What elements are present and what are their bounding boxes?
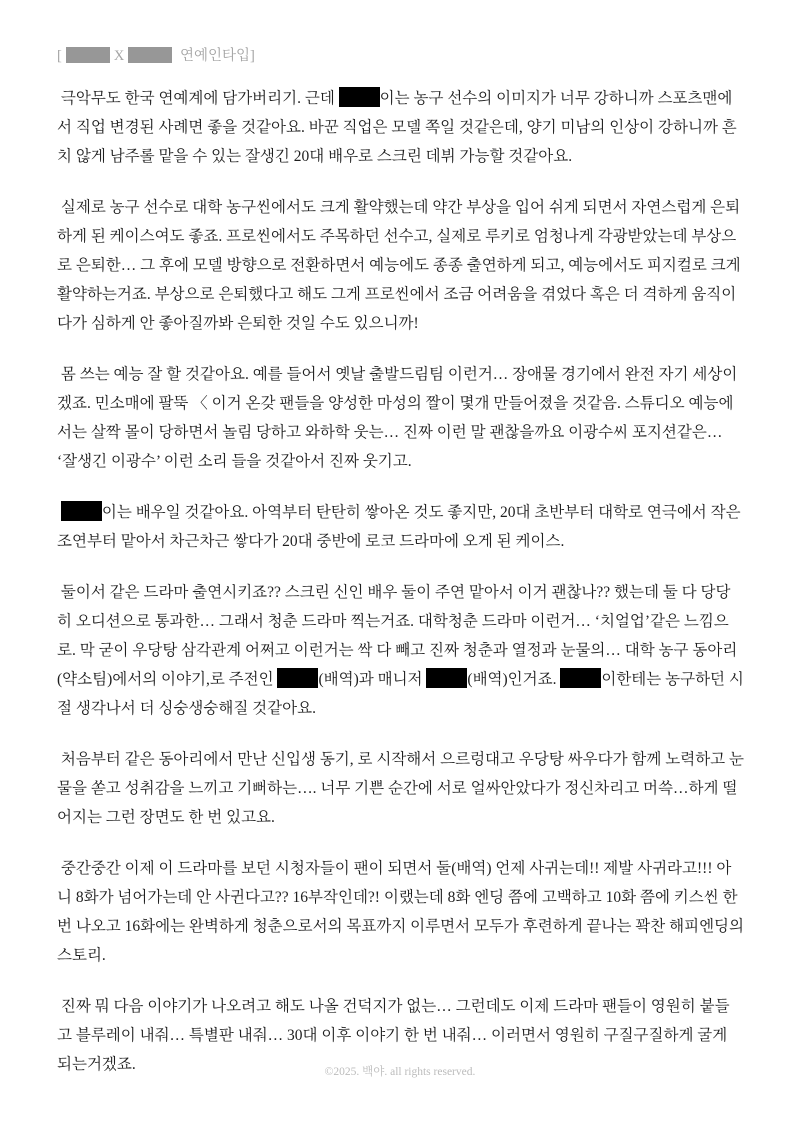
text-run: [ (57, 48, 62, 64)
redaction-gray-box (66, 47, 110, 63)
text-run: 극악무도 한국 연예계에 담가버리기. 근데 (57, 90, 339, 107)
text-run: 이는 배우일 것같아요. 아역부터 탄탄히 쌓아온 것도 좋지만, 20대 초반부터 대학로 연극에서 작은 조연부터 맡아서 차근차근 쌓다가 20대 중반에 로코 드라마에 오게 된 케이스. (57, 504, 745, 550)
paragraph (57, 498, 744, 556)
redaction-black-box (339, 87, 380, 107)
redaction-black-box (426, 668, 467, 688)
redaction-black-box (61, 501, 102, 521)
text-run: (배역)과 매니저 (318, 671, 427, 688)
text-run: 몸 쓰는 예능 잘 할 것같아요. 예를 들어서 옛날 출발드림팀 이런거… 장애물 경기에서 완전 자기 세상이겠죠. 민소매에 팔뚝 〈 이거 온갖 팬들을 양성한 마성의 짤이 몇개 만들어졌을 것같음. 스튜디오 예능에서는 살짝 몰이 당하면서 놀림 당하고 와하학 웃는… 진짜 이런 말 괜찮을까요 이광수씨 포지션같은… ‘잘생긴 이광수’ 이런 소리 들을 것같아서 진짜 웃기고. (57, 366, 738, 470)
paragraph (57, 84, 744, 171)
text-run: 실제로 농구 선수로 대학 농구씬에서도 크게 활약했는데 약간 부상을 입어 쉬게 되면서 자연스럽게 은퇴하게 된 케이스여도 좋죠. 프로씬에서도 주목하던 선수고, 실제로 루키로 엄청나게 각광받았는데 부상으로 은퇴한… 그 후에 모델 방향으로 전환하면서 예능에도 종종 출연하게 되고, 예능에서도 피지컬로 크게 활약하는거죠. 부상으로 은퇴했다고 해도 그게 프로씬에서 조금 어려움을 겪었다 혹은 더 격하게 움직이다가 심하게 안 좋아질까봐 은퇴한 것일 수도 있으니까! (57, 199, 745, 332)
text-run: 처음부터 같은 동아리에서 만난 신입생 동기, 로 시작해서 으르렁대고 우당탕 싸우다가 함께 노력하고 눈물을 쏟고 성취감을 느끼고 기뻐하는…. 너무 기쁜 순간에 서로 얼싸안았다가 정신차리고 머쓱…하게 떨어지는 그런 장면도 한 번 있고요. (57, 751, 744, 826)
article (57, 84, 748, 1079)
footer-copyright: ©2025. 백야. all rights reserved. (324, 1066, 476, 1078)
redaction-black-box (277, 668, 318, 688)
text-run: 이한테는 농구하던 시절 생각나서 더 싱숭생숭해질 것같아요. (57, 671, 744, 717)
paragraph (57, 854, 748, 970)
text-run: 중간중간 이제 이 드라마를 보던 시청자들이 팬이 되면서 둘(배역) 언제 사귀는데!! 제발 사귀라고!!! 아니 8화가 넘어가는데 안 사귄다고?? 16부작인데?! 이랬는데 8화 엔딩 쯤에 고백하고 10화 쯤에 키스씬 한 번 나오고 16화에는 완벽하게 청춘으로서의 목표까지 이루면서 모두가 후련하게 끝나는 꽉찬 해피엔딩의 스토리. (57, 860, 748, 964)
text-run: 진짜 뭐 다음 이야기가 나오려고 해도 나올 건덕지가 없는… 그런데도 이제 드라마 팬들이 영원히 붙들고 블루레이 내줘… 특별판 내줘… 30대 이후 이야기 한 번 내줘… 이러면서 영원히 구질구질하게 굴게 되는거겠죠. (57, 998, 732, 1073)
text-run: 연예인타입] (176, 48, 255, 64)
text-run: 이는 농구 선수의 이미지가 너무 강하니까 스포츠맨에서 직업 변경된 사례면 좋을 것같아요. 바꾼 직업은 모델 쪽일 것같은데, 양기 미남의 인상이 강하니까 흔치 않게 남주롤 맡을 수 있는 잘생긴 20대 배우로 스크린 데뷔 가능할 것같아요. (57, 90, 737, 165)
paragraph (57, 193, 744, 338)
text-run: (배역)인거죠. (467, 671, 561, 688)
paragraph (57, 578, 744, 723)
paragraph (57, 360, 744, 476)
text-run: 둘이서 같은 드라마 출연시키죠?? 스크린 신인 배우 둘이 주연 맡아서 이거 괜찮나?? 했는데 둘 다 당당히 오디션으로 통과한… 그래서 청춘 드라마 찍는거죠. 대학청춘 드라마 이런거… ‘치얼업’같은 느낌으로. 막 굳이 우당탕 삼각관계 어쩌고 이런거는 싹 다 빼고 진짜 청춘과 열정과 눈물의… 대학 농구 동아리(약소팀)에서의 이야기,로 주전인 (57, 584, 738, 688)
header-line (57, 46, 744, 66)
paragraph (57, 745, 744, 832)
redaction-gray-box (128, 47, 172, 63)
redaction-black-box (560, 668, 601, 688)
text-run: X (113, 48, 125, 64)
